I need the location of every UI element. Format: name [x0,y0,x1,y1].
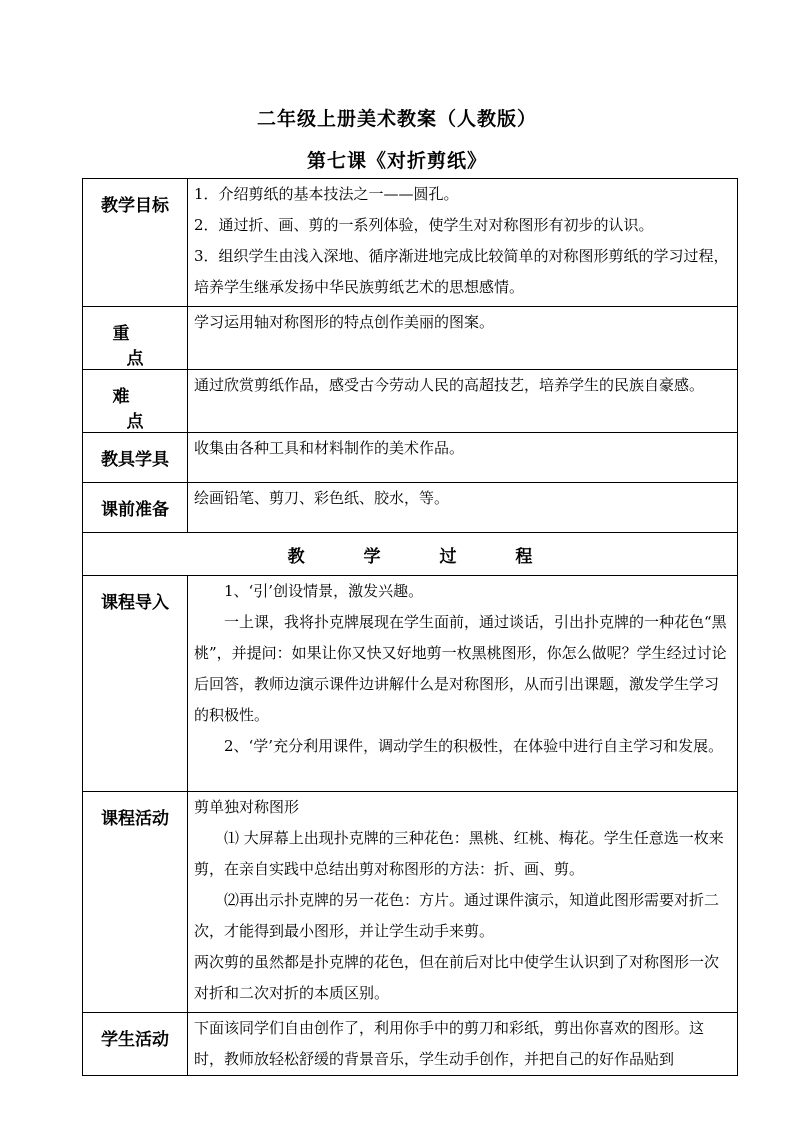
row-preparation [83,483,738,533]
label-activity: 课程活动 [83,792,188,1013]
objective-item: 2．通过折、画、剪的一系列体验，使学生对对称图形有初步的认识。 [194,216,654,234]
preparation-text: 绘画铅笔、剪刀、彩色纸、胶水，等。 [188,483,738,533]
row-process-header [83,533,738,576]
row-difficulties [83,370,738,433]
label-preparation: 课前准备 [83,483,188,533]
intro-paragraph: 1、‘引’创设情景，激发兴趣。 [224,582,424,600]
student-paragraph: 下面该同学们自由创作了，利用你手中的剪刀和彩纸，剪出你喜欢的图形。这时，教师放轻松舒缓的背景音乐，学生动手创作，并把自己的好作品贴到 [194,1019,705,1068]
label-objectives: 教学目标 [83,179,188,307]
process-char: 教 [287,546,305,567]
lesson-plan-table [82,178,738,1076]
process-char: 程 [515,546,533,567]
process-header [83,533,738,576]
intro-cell [188,576,738,792]
student-cell [188,1013,738,1076]
objective-item: 1．介绍剪纸的基本技法之一——圆孔。 [194,185,459,203]
row-objectives [83,179,738,307]
activity-paragraph: ⑴ 大屏幕上出现扑克牌的三种花色：黑桃、红桃、梅花。学生任意选一枚来剪，在亲自实践中总结出剪对称图形的方法：折、画、剪。 [194,829,724,878]
label-difficulties-cell [83,370,203,433]
objective-item: 3．组织学生由浅入深地、循序渐进地完成比较简单的对称图形剪纸的学习过程，培养学生继承发扬中华民族剪纸艺术的思想感情。 [194,247,729,296]
lesson-title: 第七课《对折剪纸》 [306,150,487,172]
process-char: 过 [439,546,457,567]
intro-paragraph: 2、‘学’充分利用课件，调动学生的积极性，在体验中进行自主学习和发展。 [224,737,724,755]
difficulties-text: 通过欣赏剪纸作品，感受古今劳动人民的高超技艺，培养学生的民族自豪感。 [188,370,738,433]
activity-cell [188,792,738,1013]
activity-paragraph: ⑵再出示扑克牌的另一花色：方片。通过课件演示，知道此图形需要对折二次，才能得到最小图形，并让学生动手来剪。 [194,891,720,940]
label-tools: 教具学具 [83,433,188,483]
label-difficulties: 难 点 [112,387,203,432]
document-title: 二年级上册美术教案（人教版） [256,108,537,130]
row-intro [83,576,738,792]
row-key-points [83,307,738,370]
intro-paragraph: 一上课，我将扑克牌展现在学生面前，通过谈话，引出扑克牌的一种花色“黑桃”，并提问：如果让你又快又好地剪一枚黑桃图形，你怎么做呢？学生经过讨论后回答，教师边演示课件边讲解什么是对称图形，从而引出课题，激发学生学习的积极性。 [194,613,727,724]
process-char: 学 [363,546,381,567]
label-intro: 课程导入 [83,576,188,792]
row-tools [83,433,738,483]
activity-paragraph: 两次剪的虽然都是扑克牌的花色，但在前后对比中使学生认识到了对称图形一次对折和二次对折的本质区别。 [194,953,720,1002]
label-key-points: 重 点 [112,324,203,369]
key-points-text: 学习运用轴对称图形的特点创作美丽的图案。 [188,307,738,370]
activity-paragraph: 剪单独对称图形 [194,798,300,816]
row-activity [83,792,738,1013]
label-key-points-cell [83,307,203,370]
tools-text: 收集由各种工具和材料制作的美术作品。 [188,433,738,483]
objectives-cell [188,179,738,307]
row-student [83,1013,738,1076]
label-student: 学生活动 [83,1013,188,1076]
